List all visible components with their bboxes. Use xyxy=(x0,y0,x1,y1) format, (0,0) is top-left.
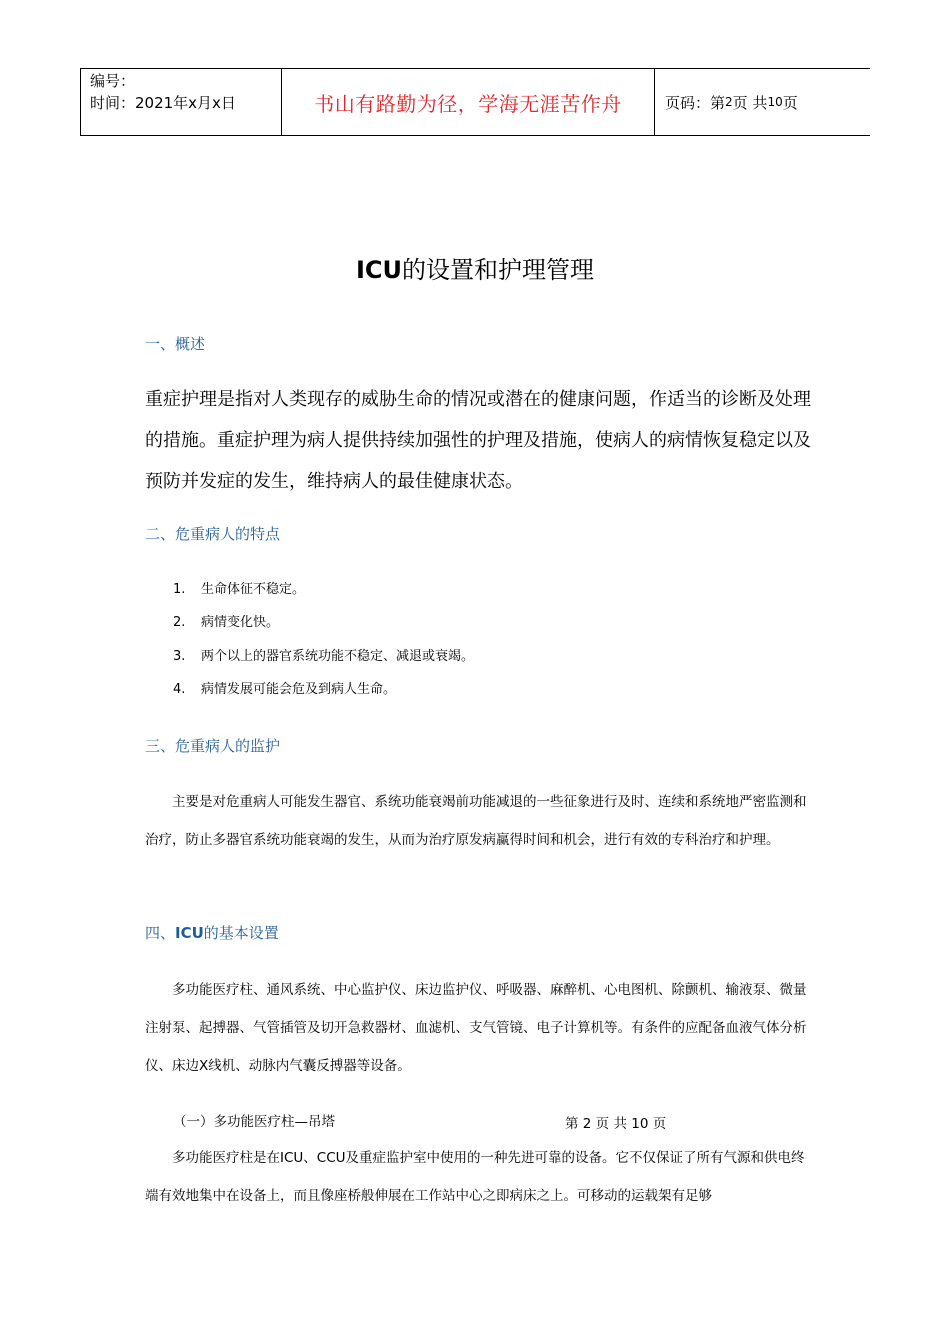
list-item xyxy=(173,680,396,700)
heading-characteristics: 二、危重病人的特点 xyxy=(145,525,281,543)
title-rest: 的设置和护理管理 xyxy=(402,256,595,284)
heading-monitoring: 三、危重病人的监护 xyxy=(145,737,281,755)
list-text: 病情发展可能会危及到病人生命。 xyxy=(201,682,397,697)
page-suffix: 页 xyxy=(782,93,798,112)
list-num: 4. xyxy=(173,682,186,697)
page-info-cell xyxy=(655,69,870,135)
subheading-medical-column: （一）多功能医疗柱—吊塔 xyxy=(173,1114,335,1130)
list-text: 生命体征不稳定。 xyxy=(201,582,306,597)
header-table xyxy=(80,68,870,136)
heading-basic-setup xyxy=(145,922,279,944)
overview-paragraph: 重症护理是指对人类现存的威胁生命的情况或潜在的健康问题，作适当的诊断及处理的措施。重症护理为病人提供持续加强性的护理及措施，使病人的病情恢复稳定以及预防并发症的发生，维持病人的最佳健康状态。 xyxy=(145,389,811,492)
list-item xyxy=(173,613,279,633)
heading-rest: 的基本设置 xyxy=(203,924,279,942)
inline-page-number: 第 2 页 共 10 页 xyxy=(565,1116,667,1132)
monitoring-paragraph: 主要是对危重病人可能发生器官、系统功能衰竭前功能减退的一些征象进行及时、连续和系统地严密监测和治疗，防止多器官系统功能衰竭的发生，从而为治疗原发病赢得时间和机会，进行有效的专科治疗和护理。 xyxy=(145,794,807,848)
motto-cell xyxy=(282,69,655,135)
motto-text: 书山有路勤为径，学海无涯苦作舟 xyxy=(314,91,622,116)
list-item xyxy=(173,647,474,667)
heading-bold: ICU xyxy=(175,924,204,942)
time-label: 时间：2021年x月x日 xyxy=(90,94,236,112)
page-current: 2 xyxy=(725,95,733,109)
list-item xyxy=(173,580,305,600)
number-label: 编号： xyxy=(90,72,136,90)
basic-setup-paragraph: 多功能医疗柱、通风系统、中心监护仪、床边监护仪、呼吸器、麻醉机、心电图机、除颤机、输液泵、微量注射泵、起搏器、气管插管及切开急救器材、血滤机、支气管镜、电子计算机等。有条件的应配备血液气体分析仪、床边X线机、动脉内气囊反搏器等设备。 xyxy=(145,982,807,1074)
list-num: 3. xyxy=(173,649,186,664)
heading-overview: 一、概述 xyxy=(145,335,206,353)
heading-prefix: 四、 xyxy=(145,924,176,942)
list-num: 1. xyxy=(173,582,186,597)
list-text: 病情变化快。 xyxy=(201,615,280,630)
title-bold: ICU xyxy=(355,256,403,284)
page-mid: 页 共 xyxy=(732,93,768,112)
document-title xyxy=(0,253,950,287)
header-meta-cell xyxy=(81,69,282,135)
list-num: 2. xyxy=(173,615,186,630)
list-text: 两个以上的器官系统功能不稳定、减退或衰竭。 xyxy=(201,649,475,664)
page-total: 10 xyxy=(767,95,783,109)
medical-column-paragraph: 多功能医疗柱是在ICU、CCU及重症监护室中使用的一种先进可靠的设备。它不仅保证了所有气源和供电终端有效地集中在设备上，而且像座桥般伸展在工作站中心之即病床之上。可移动的运载架有足够 xyxy=(145,1150,805,1204)
page-prefix: 页码：第 xyxy=(665,93,726,112)
